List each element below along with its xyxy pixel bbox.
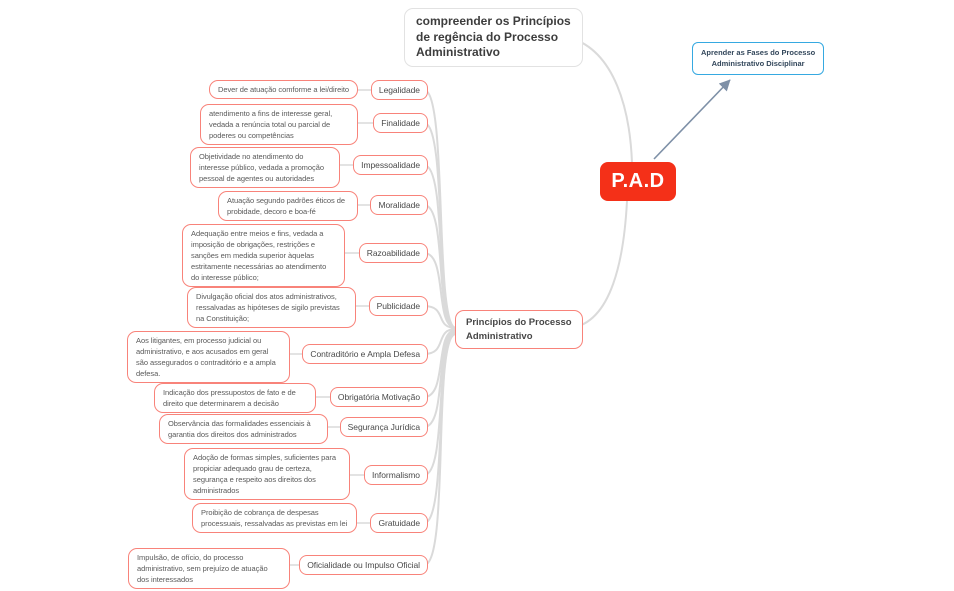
node-fases-note[interactable] <box>692 42 824 75</box>
node-goal-note[interactable] <box>404 8 583 67</box>
principle-desc-motivacao[interactable]: Indicação dos pressupostos de fato e de direito que determinarem a decisão <box>154 383 316 413</box>
arrow-root-to-fases <box>654 80 730 159</box>
principle-label-legalidade[interactable]: Legalidade <box>371 80 428 100</box>
principle-label-informalismo[interactable]: Informalismo <box>364 465 428 485</box>
principle-desc-razoabilidade[interactable]: Adequação entre meios e fins, vedada a imposição de obrigações, restrições e sanções em medida superior àquelas estritamente necessárias ao atendimento do interesse público; <box>182 224 345 287</box>
principle-label-motivacao[interactable]: Obrigatória Motivação <box>330 387 428 407</box>
principle-desc-oficialidade[interactable]: Impulsão, de ofício, do processo administrativo, sem prejuízo de atuação dos interessados <box>128 548 290 589</box>
principle-desc-contraditorio[interactable]: Aos litigantes, em processo judicial ou administrativo, e aos acusados em geral são assegurados o contraditório e a ampla defesa. <box>127 331 290 383</box>
principle-desc-impessoalidade[interactable]: Objetividade no atendimento do interesse público, vedada a promoção pessoal de agentes ou autoridades <box>190 147 340 188</box>
goal-note-line: Administrativo <box>416 45 501 59</box>
principle-desc-moralidade[interactable]: Atuação segundo padrões éticos de probidade, decoro e boa-fé <box>218 191 358 221</box>
principle-label-contraditorio[interactable]: Contraditório e Ampla Defesa <box>302 344 428 364</box>
goal-note-line: compreender os Princípios <box>416 14 571 28</box>
principle-label-moralidade[interactable]: Moralidade <box>370 195 428 215</box>
fases-note-line: Administrativo Disciplinar <box>711 58 805 68</box>
principle-label-publicidade[interactable]: Publicidade <box>369 296 428 316</box>
principle-label-oficialidade[interactable]: Oficialidade ou Impulso Oficial <box>299 555 428 575</box>
principle-label-razoabilidade[interactable]: Razoabilidade <box>359 243 428 263</box>
principle-label-seguranca[interactable]: Segurança Jurídica <box>340 417 428 437</box>
principle-desc-finalidade[interactable]: atendimento a fins de interesse geral, vedada a renúncia total ou parcial de poderes ou competências <box>200 104 358 145</box>
principle-label-gratuidade[interactable]: Gratuidade <box>370 513 428 533</box>
goal-note-line: de regência do Processo <box>416 29 559 44</box>
principle-desc-publicidade[interactable]: Divulgação oficial dos atos administrativos, ressalvadas as hipóteses de sigilo previstas na Constituição; <box>187 287 356 328</box>
fases-note-line: Aprender as Fases do Processo <box>701 48 816 57</box>
principios-line: Administrativo <box>466 330 533 342</box>
connector-root-to-principios <box>571 201 627 328</box>
principle-desc-informalismo[interactable]: Adoção de formas simples, suficientes para propiciar adequado grau de certeza, segurança e respeito aos direitos dos administrados <box>184 448 350 500</box>
node-root-pad[interactable]: P.A.D <box>600 162 676 201</box>
principle-label-impessoalidade[interactable]: Impessoalidade <box>353 155 428 175</box>
principle-desc-seguranca[interactable]: Observância das formalidades essenciais à garantia dos direitos dos administrados <box>159 414 328 444</box>
principle-label-finalidade[interactable]: Finalidade <box>373 113 428 133</box>
principle-desc-legalidade[interactable]: Dever de atuação comforme a lei/direito <box>209 80 358 99</box>
principle-desc-gratuidade[interactable]: Proibição de cobrança de despesas processuais, ressalvadas as previstas em lei <box>192 503 357 533</box>
principios-line: Princípios do Processo <box>466 317 572 328</box>
node-principios[interactable] <box>455 310 583 349</box>
